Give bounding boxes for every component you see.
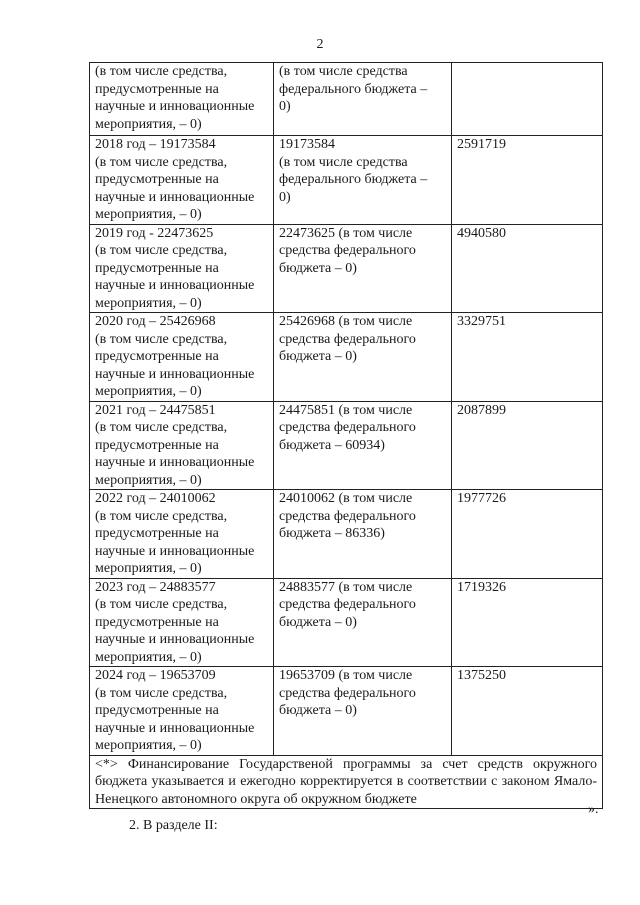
table-row [90, 490, 603, 579]
extra-amount-text: 1375250 [457, 668, 506, 683]
table-cell [90, 667, 274, 756]
table-cell [90, 63, 274, 136]
table-row [90, 63, 603, 136]
table-cell [452, 401, 603, 490]
extra-amount-text: 1977726 [457, 491, 506, 506]
table-cell [90, 136, 274, 225]
table-cell [274, 224, 452, 313]
table-cell [90, 224, 274, 313]
federal-budget-text: (в том числе средства федерального бюджета – 0) [279, 64, 428, 114]
federal-budget-text: 24883577 (в том числе средства федерального бюджета – 0) [279, 579, 416, 630]
table-row [90, 667, 603, 756]
budget-table [89, 62, 603, 809]
extra-amount-text: 1719326 [457, 579, 506, 595]
table-cell [274, 490, 452, 579]
table-row [90, 578, 603, 667]
table-cell [452, 578, 603, 667]
table-cell [452, 63, 603, 136]
year-total-text: 2021 год – 24475851 (в том числе средства, предусмотренные на научные и инновационные мероприятия, – 0) [95, 402, 255, 488]
year-total-text: 2018 год – 19173584 (в том числе средства, предусмотренные на научные и инновационные мероприятия, – 0) [95, 137, 255, 222]
table-cell [452, 224, 603, 313]
table-cell [274, 63, 452, 136]
year-total-text: (в том числе средства, предусмотренные на научные и инновационные мероприятия, – 0) [95, 64, 255, 132]
budget-table-body [90, 63, 603, 809]
table-cell [274, 578, 452, 667]
table-cell [452, 490, 603, 579]
federal-budget-text: 24010062 (в том числе средства федерального бюджета – 86336) [279, 491, 416, 541]
federal-budget-text: 19173584 (в том числе средства федерального бюджета – 0) [279, 137, 428, 205]
table-cell [90, 401, 274, 490]
table-cell [90, 313, 274, 402]
extra-amount-text: 2591719 [457, 137, 506, 152]
table-cell [90, 490, 274, 579]
table-row [90, 136, 603, 225]
federal-budget-text: 22473625 (в том числе средства федерального бюджета – 0) [279, 225, 416, 276]
table-cell [452, 667, 603, 756]
table-cell [452, 313, 603, 402]
federal-budget-text: 25426968 (в том числе средства федерального бюджета – 0) [279, 314, 416, 364]
federal-budget-text: 24475851 (в том числе средства федерального бюджета – 60934) [279, 402, 416, 453]
closing-quote: ». [588, 802, 599, 817]
extra-amount-text: 3329751 [457, 314, 506, 329]
extra-amount-text: 4940580 [457, 225, 506, 241]
page-number: 2 [316, 37, 324, 52]
section-item: 2. В разделе II: [129, 818, 218, 833]
year-total-text: 2022 год – 24010062 (в том числе средства, предусмотренные на научные и инновационные мероприятия, – 0) [95, 491, 255, 576]
table-row [90, 313, 603, 402]
table-row [90, 401, 603, 490]
table-cell [452, 136, 603, 225]
table-cell [274, 313, 452, 402]
extra-amount-text: 2087899 [457, 402, 506, 418]
federal-budget-text: 19653709 (в том числе средства федерального бюджета – 0) [279, 668, 416, 718]
year-total-text: 2023 год – 24883577 (в том числе средства, предусмотренные на научные и инновационные мероприятия, – 0) [95, 579, 255, 665]
year-total-text: 2024 год – 19653709 (в том числе средства, предусмотренные на научные и инновационные мероприятия, – 0) [95, 668, 255, 753]
footnote-row [90, 755, 603, 809]
year-total-text: 2019 год - 22473625 (в том числе средства, предусмотренные на научные и инновационные мероприятия, – 0) [95, 225, 255, 311]
table-row [90, 224, 603, 313]
footnote-text: <*> Финансирование Государственой программы за счет средств окружного бюджета указывается и ежегодно корректируется в соответствии с законом Ямало-Ненецкого автономного округа об окружном бюджете [90, 755, 603, 809]
table-cell [274, 401, 452, 490]
table-cell [274, 136, 452, 225]
year-total-text: 2020 год – 25426968 (в том числе средства, предусмотренные на научные и инновационные мероприятия, – 0) [95, 314, 255, 399]
table-cell [90, 578, 274, 667]
table-cell [274, 667, 452, 756]
